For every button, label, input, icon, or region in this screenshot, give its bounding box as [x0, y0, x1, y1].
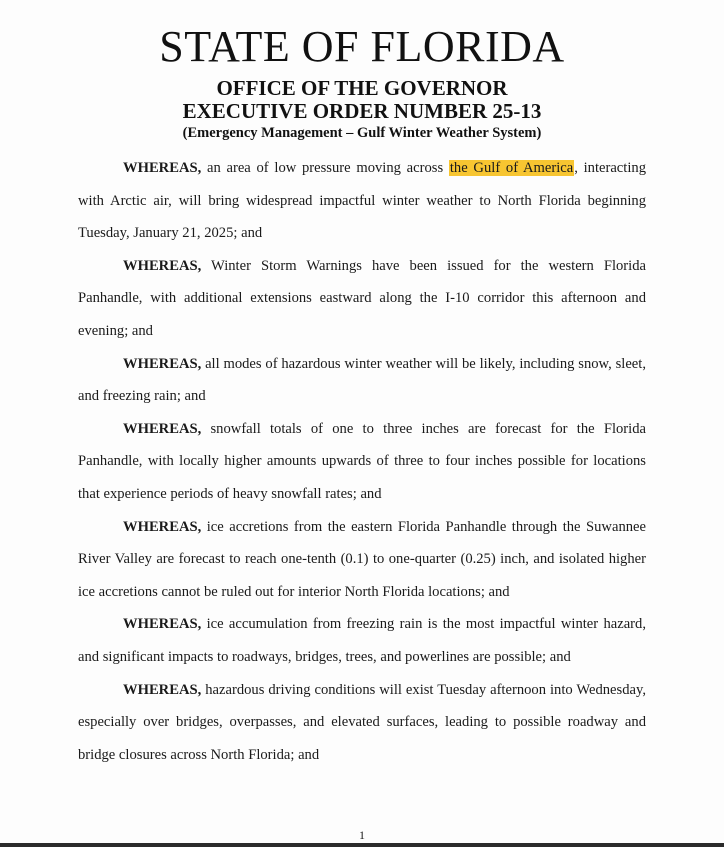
whereas-label: WHEREAS, [123, 681, 202, 698]
highlighted-text: the Gulf of America [449, 160, 574, 176]
whereas-label: WHEREAS, [123, 160, 202, 176]
whereas-paragraph-2 [78, 250, 646, 348]
whereas-label: WHEREAS, [123, 616, 202, 633]
whereas-paragraph-3 [78, 348, 646, 413]
whereas-paragraph-5 [78, 511, 646, 609]
whereas-paragraph-7 [78, 674, 646, 772]
paragraph-text: ice accretions from the eastern Florida Panhandle through the Suwannee River Valley are forecast to reach one-tenth (0.1) to one-quarter (0.25) inch, and isolated higher ice accretions cannot be ruled out for interior North Florida locations; and [78, 518, 646, 600]
bottom-edge-rule [0, 843, 724, 847]
order-body [78, 152, 646, 771]
whereas-paragraph-6 [78, 608, 646, 673]
paragraph-text: ice accumulation from freezing rain is the most impactful winter hazard, and significant impacts to roadways, bridges, trees, and powerlines are possible; and [78, 616, 646, 665]
whereas-label: WHEREAS, [123, 518, 202, 535]
paragraph-text: , interacting with Arctic air, will bring widespread impactful winter weather to North Florida beginning Tuesday, January 21, 2025; and [78, 160, 646, 242]
whereas-paragraph-1 [78, 152, 646, 250]
office-heading: OFFICE OF THE GOVERNOR [216, 76, 508, 100]
executive-order-number: EXECUTIVE ORDER NUMBER 25-13 [182, 99, 542, 123]
whereas-label: WHEREAS, [123, 355, 202, 372]
whereas-label: WHEREAS, [123, 420, 202, 437]
paragraph-text: snowfall totals of one to three inches are forecast for the Florida Panhandle, with locally higher amounts upwards of three to four inches possible for locations that experience periods of heavy snowfall rates; and [78, 420, 646, 502]
order-subtitle: (Emergency Management – Gulf Winter Weather System) [182, 125, 542, 141]
page-number: 1 [359, 828, 365, 842]
paragraph-text: an area of low pressure moving across [201, 160, 449, 176]
whereas-label: WHEREAS, [123, 257, 202, 274]
document-title: STATE OF FLORIDA [159, 22, 565, 71]
whereas-paragraph-4 [78, 413, 646, 511]
paragraph-text: hazardous driving conditions will exist Tuesday afternoon into Wednesday, especially over bridges, overpasses, and elevated surfaces, leading to possible roadway and bridge closures across North Florida; and [78, 681, 646, 763]
paragraph-text: Winter Storm Warnings have been issued for the western Florida Panhandle, with additional extensions eastward along the I-10 corridor this afternoon and evening; and [78, 257, 646, 339]
paragraph-text: all modes of hazardous winter weather will be likely, including snow, sleet, and freezing rain; and [78, 355, 646, 405]
